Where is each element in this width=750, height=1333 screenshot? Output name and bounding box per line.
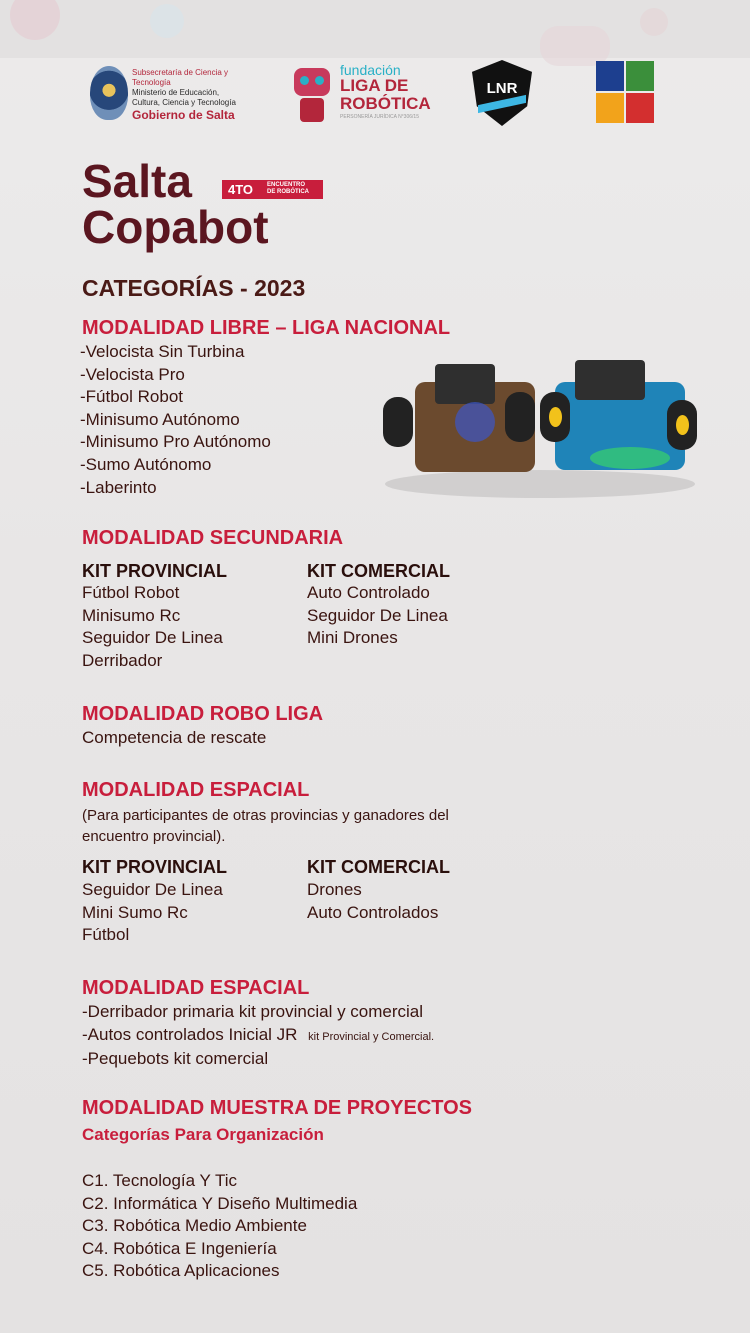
list-item: Auto Controlado (307, 583, 430, 602)
list-item-note: kit Provincial y Comercial. (308, 1030, 435, 1043)
wheel-hub (549, 407, 562, 427)
espacial-2-list (82, 1001, 434, 1071)
gov-line-4: Gobierno de Salta (132, 108, 235, 122)
kit-comercial-title: KIT COMERCIAL (307, 561, 450, 581)
modalidad-roboliga-heading: MODALIDAD ROBO LIGA (82, 703, 324, 725)
list-item: -Minisumo Pro Autónomo (80, 432, 271, 452)
muestra-list (82, 1170, 357, 1283)
kit-provincial-list (82, 582, 223, 672)
list-item: -Pequebots kit comercial (82, 1049, 269, 1069)
modalidad-muestra-heading: MODALIDAD MUESTRA DE PROYECTOS (82, 1097, 473, 1119)
badge-line-1: ENCUENTRO (267, 182, 306, 188)
wheel-icon (383, 397, 413, 447)
list-item: -Minisumo Autónomo (80, 409, 240, 429)
personeria-label: PERSONERÍA JURÍDICA N°306/15 (340, 114, 419, 120)
salta-title: Salta (82, 155, 192, 207)
robot-eye (300, 76, 309, 85)
list-item: Mini Drones (307, 628, 398, 648)
list-item: Drones (307, 880, 362, 899)
badge-number: 4TO (228, 182, 254, 197)
list-item: -Derribador primaria kit provincial y comercial (82, 1002, 424, 1021)
list-item: C3. Robótica Medio Ambiente (82, 1216, 307, 1236)
espacial-note-line-2: encuentro provincial). (82, 828, 226, 845)
robot-shadow (385, 470, 695, 498)
decorative-header-band (0, 0, 750, 58)
wheel-icon (505, 392, 535, 442)
hand-icon (626, 93, 654, 123)
robot-body (300, 98, 324, 122)
wheel-icon (667, 400, 697, 450)
robot-icon (294, 68, 330, 96)
decorative-shape (540, 26, 610, 66)
list-item: Seguidor De Linea (82, 880, 223, 899)
gov-line-2: Ministerio de Educación, (132, 88, 220, 97)
fundacion-label: fundación (340, 62, 401, 78)
wheel-hub (676, 415, 689, 435)
gobierno-salta-logo (90, 66, 260, 122)
robots-photo (375, 352, 705, 502)
list-item: -Sumo Autónomo (80, 454, 212, 474)
kit-comercial-title: KIT COMERCIAL (307, 857, 450, 877)
tech-grid-logo (596, 61, 654, 123)
kit-provincial-title: KIT PROVINCIAL (82, 561, 228, 581)
gov-line-3: Cultura, Ciencia y Tecnología (132, 98, 236, 107)
decorative-shape (640, 8, 668, 36)
list-item: -Velocista Sin Turbina (80, 342, 245, 361)
decorative-shape (150, 4, 184, 38)
robot-light-right (590, 447, 670, 469)
roboliga-item: Competencia de rescate (82, 728, 267, 747)
modalidad-libre-heading: MODALIDAD LIBRE – LIGA NACIONAL (82, 317, 451, 339)
list-item: C4. Robótica E Ingeniería (82, 1238, 277, 1258)
gobierno-salta-text (132, 68, 262, 120)
robot-eye (315, 76, 324, 85)
kit-comercial-list (307, 879, 438, 924)
list-item: -Laberinto (80, 477, 157, 497)
wheel-icon (540, 392, 570, 442)
muestra-subheading: Categorías Para Organización (82, 1125, 324, 1144)
modalidad-espacial-heading: MODALIDAD ESPACIAL (82, 779, 310, 801)
liga-label: LIGA DE (340, 76, 409, 95)
robot-light-left (455, 402, 495, 442)
robot-board-left (435, 364, 495, 404)
list-item: -Velocista Pro (80, 364, 185, 384)
fundacion-liga-robotica-logo (290, 60, 430, 124)
kit-provincial-title: KIT PROVINCIAL (82, 857, 228, 877)
list-item: -Fútbol Robot (80, 387, 183, 407)
waves-icon (596, 61, 624, 91)
robotica-label: ROBÓTICA (340, 94, 431, 113)
list-item: Derribador (82, 650, 163, 670)
kit-provincial-list (82, 879, 223, 947)
list-item-main: -Autos controlados Inicial JR (82, 1024, 298, 1044)
lnr-logo (472, 60, 532, 126)
list-item: Seguidor De Linea (82, 628, 223, 648)
salta-seal-icon (90, 66, 128, 120)
list-item: Mini Sumo Rc (82, 902, 188, 922)
espacial-note-line-1: (Para participantes de otras provincias y ganadores del (82, 807, 449, 824)
badge-line-2: DE ROBÓTICA (267, 189, 309, 195)
bulb-icon (596, 93, 624, 123)
list-item (82, 1024, 434, 1049)
list-item: Fútbol (82, 925, 130, 945)
encuentro-badge (222, 180, 323, 199)
robot-board-right (575, 360, 645, 400)
list-item: C2. Informática Y Diseño Multimedia (82, 1193, 358, 1213)
badge-text (267, 182, 309, 196)
categorias-heading: CATEGORÍAS - 2023 (82, 275, 306, 301)
modalidad-secundaria-heading: MODALIDAD SECUNDARIA (82, 527, 344, 549)
list-item: Auto Controlados (307, 902, 439, 922)
list-item: Fútbol Robot (82, 583, 180, 602)
modalidad-libre-list (80, 341, 271, 499)
list-item: C5. Robótica Aplicaciones (82, 1261, 280, 1281)
copabot-title: Copabot (82, 201, 269, 253)
kit-comercial-list (307, 582, 448, 650)
gov-line-1: Subsecretaría de Ciencia y Tecnología (132, 68, 229, 87)
list-item: C1. Tecnología Y Tic (82, 1171, 237, 1190)
gear-icon (626, 61, 654, 91)
modalidad-espacial-2-heading: MODALIDAD ESPACIAL (82, 977, 310, 999)
lnr-label: LNR (486, 80, 518, 97)
list-item: Minisumo Rc (82, 605, 181, 625)
list-item: Seguidor De Linea (307, 605, 448, 625)
